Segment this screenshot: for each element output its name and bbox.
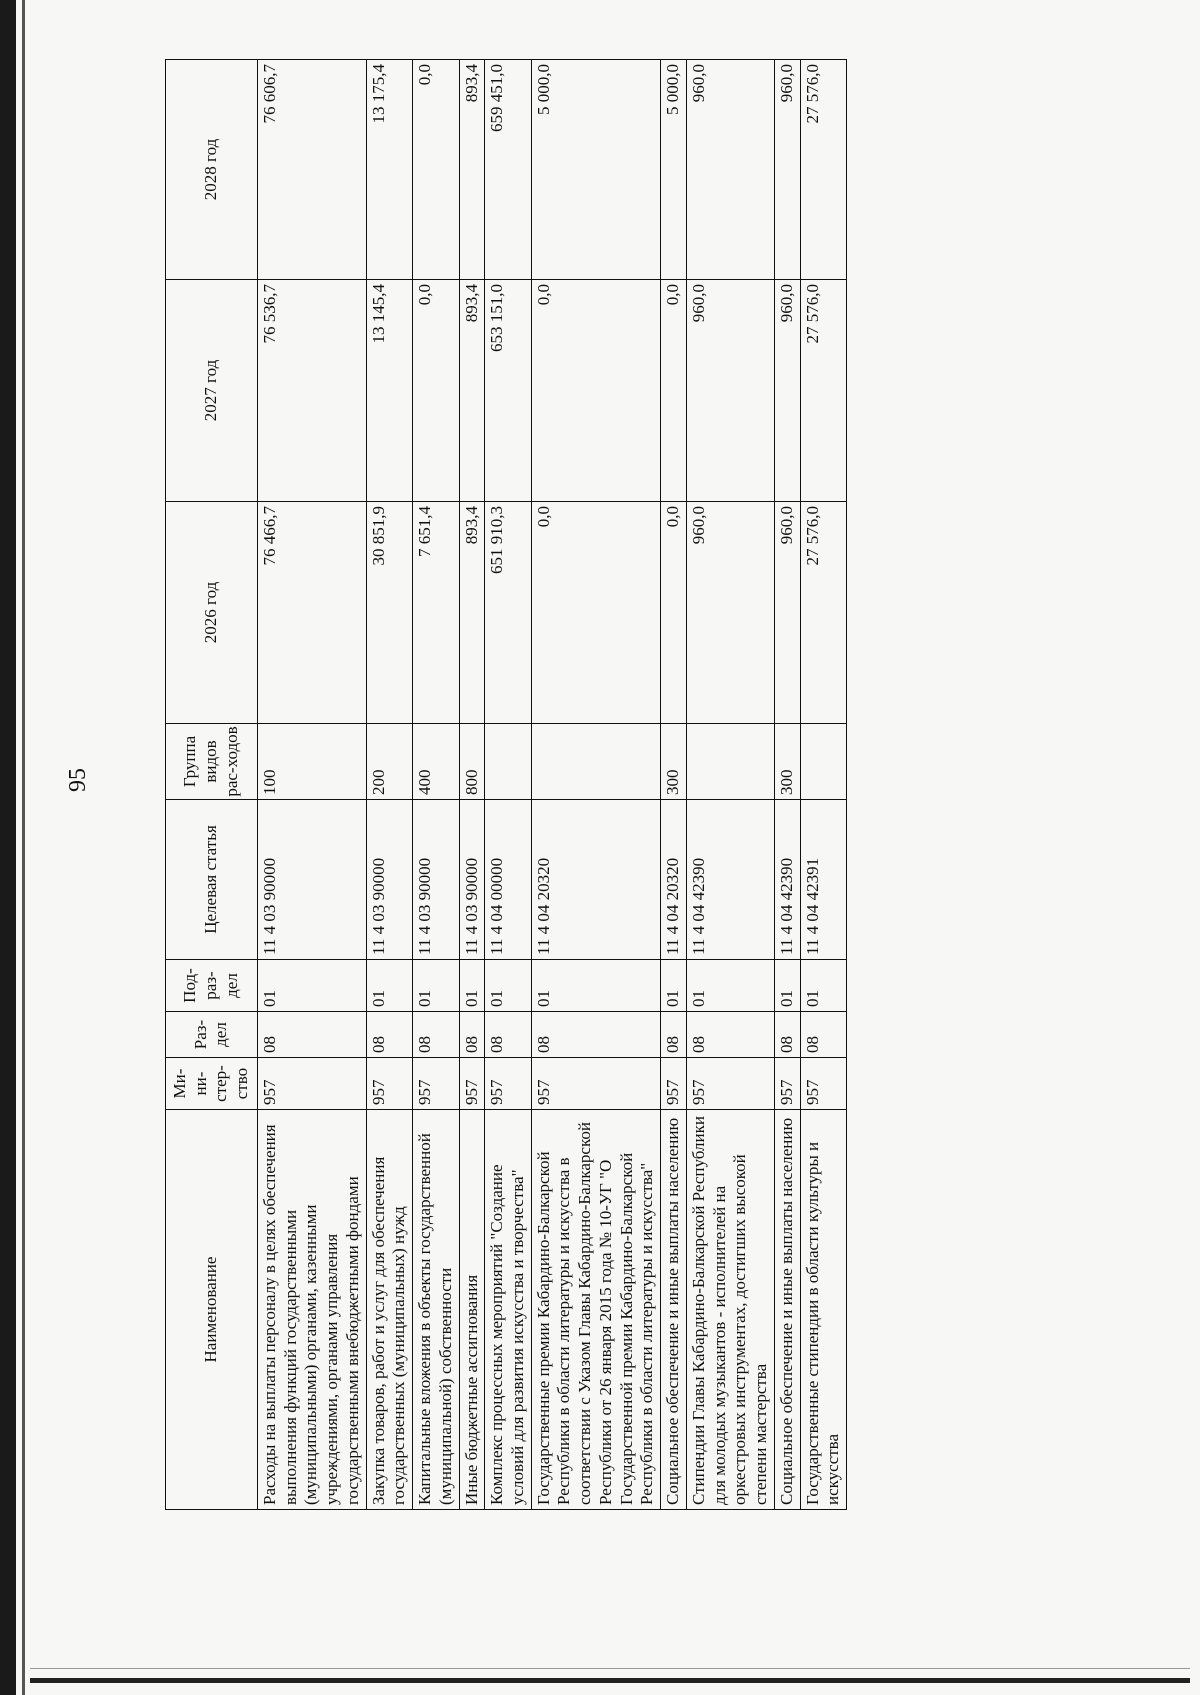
header-2028: 2028 год	[166, 60, 258, 280]
row-section: 08	[774, 1012, 800, 1058]
row-2026: 30 851,9	[366, 502, 412, 724]
row-ministry: 957	[413, 1058, 459, 1110]
row-target: 11 4 04 00000	[485, 800, 531, 960]
row-section: 08	[413, 1012, 459, 1058]
row-name: Стипендии Главы Кабардино-Балкарской Республики для молодых музыкантов - исполнителей на оркестровых инструментах, достигших высокой степени мастерства	[686, 1110, 774, 1510]
row-group	[531, 724, 660, 800]
row-2026: 7 651,4	[413, 502, 459, 724]
row-group	[800, 724, 846, 800]
row-2028: 5 000,0	[661, 60, 687, 280]
row-subsection: 01	[531, 960, 660, 1012]
table-header-row	[166, 60, 258, 1510]
row-2026: 960,0	[686, 502, 774, 724]
row-target: 11 4 04 20320	[531, 800, 660, 960]
row-group: 400	[413, 724, 459, 800]
row-target: 11 4 04 20320	[661, 800, 687, 960]
row-target: 11 4 04 42390	[686, 800, 774, 960]
row-name: Расходы на выплаты персоналу в целях обеспечения выполнения функций государственными (муниципальными) органами, казенными учреждениями, органами управления государственными внебюджетными фондами	[257, 1110, 366, 1510]
row-ministry: 957	[661, 1058, 687, 1110]
row-2027: 76 536,7	[257, 280, 366, 502]
row-subsection: 01	[686, 960, 774, 1012]
row-name: Социальное обеспечение и иные выплаты населению	[661, 1110, 687, 1510]
row-2026: 651 910,3	[485, 502, 531, 724]
row-target: 11 4 03 90000	[366, 800, 412, 960]
row-2027: 0,0	[413, 280, 459, 502]
row-2027: 27 576,0	[800, 280, 846, 502]
row-2027: 960,0	[686, 280, 774, 502]
row-ministry: 957	[257, 1058, 366, 1110]
row-group: 800	[459, 724, 485, 800]
row-2026: 0,0	[531, 502, 660, 724]
row-section: 08	[531, 1012, 660, 1058]
row-2028: 659 451,0	[485, 60, 531, 280]
scan-bottom-edge	[30, 1678, 1190, 1683]
row-name: Капитальные вложения в объекты государственной (муниципальной) собственности	[413, 1110, 459, 1510]
row-target: 11 4 03 90000	[459, 800, 485, 960]
row-name: Государственные стипендии в области культуры и искусства	[800, 1110, 846, 1510]
row-subsection: 01	[413, 960, 459, 1012]
row-2027: 13 145,4	[366, 280, 412, 502]
row-group: 300	[661, 724, 687, 800]
row-2027: 960,0	[774, 280, 800, 502]
row-name: Государственные премии Кабардино-Балкарской Республики в области литературы и искусства в соответствии с Указом Главы Кабардино-Балкарской Республики от 26 января 2015 года № 10-УГ "О Государственной премии Кабардино-Балкарской Республики в области литературы и искусства"	[531, 1110, 660, 1510]
row-ministry: 957	[686, 1058, 774, 1110]
table-row	[686, 60, 774, 1510]
rotated-page	[65, 60, 1065, 1510]
row-2026: 27 576,0	[800, 502, 846, 724]
row-2027: 653 151,0	[485, 280, 531, 502]
row-subsection: 01	[774, 960, 800, 1012]
row-group	[686, 724, 774, 800]
row-name: Закупка товаров, работ и услуг для обеспечения государственных (муниципальных) нужд	[366, 1110, 412, 1510]
row-2028: 960,0	[774, 60, 800, 280]
row-section: 08	[459, 1012, 485, 1058]
table-row	[413, 60, 459, 1510]
row-ministry: 957	[485, 1058, 531, 1110]
header-group: Группа видов рас-ходов	[166, 724, 258, 800]
header-section: Раз-дел	[166, 1012, 258, 1058]
row-ministry: 957	[366, 1058, 412, 1110]
scan-binding-line	[22, 0, 25, 1695]
row-2028: 0,0	[413, 60, 459, 280]
table-row	[774, 60, 800, 1510]
row-name: Социальное обеспечение и иные выплаты населению	[774, 1110, 800, 1510]
header-subsection: Под-раз-дел	[166, 960, 258, 1012]
row-subsection: 01	[257, 960, 366, 1012]
row-2028: 76 606,7	[257, 60, 366, 280]
row-2027: 0,0	[661, 280, 687, 502]
table-row	[366, 60, 412, 1510]
row-2026: 893,4	[459, 502, 485, 724]
row-2026: 0,0	[661, 502, 687, 724]
table-row	[661, 60, 687, 1510]
row-group: 100	[257, 724, 366, 800]
row-subsection: 01	[800, 960, 846, 1012]
row-2027: 0,0	[531, 280, 660, 502]
row-group: 200	[366, 724, 412, 800]
row-target: 11 4 03 90000	[413, 800, 459, 960]
row-2026: 76 466,7	[257, 502, 366, 724]
page-number: 95	[65, 768, 91, 792]
row-2028: 960,0	[686, 60, 774, 280]
row-2027: 893,4	[459, 280, 485, 502]
row-name: Иные бюджетные ассигнования	[459, 1110, 485, 1510]
table-row	[459, 60, 485, 1510]
header-target: Целевая статья	[166, 800, 258, 960]
row-section: 08	[800, 1012, 846, 1058]
row-group	[485, 724, 531, 800]
row-target: 11 4 04 42391	[800, 800, 846, 960]
row-subsection: 01	[485, 960, 531, 1012]
row-subsection: 01	[459, 960, 485, 1012]
table-row	[800, 60, 846, 1510]
row-section: 08	[661, 1012, 687, 1058]
row-2028: 893,4	[459, 60, 485, 280]
header-2027: 2027 год	[166, 280, 258, 502]
table-row	[485, 60, 531, 1510]
row-group: 300	[774, 724, 800, 800]
row-target: 11 4 04 42390	[774, 800, 800, 960]
row-subsection: 01	[661, 960, 687, 1012]
table-row	[531, 60, 660, 1510]
scan-bottom-line	[30, 1668, 1190, 1669]
row-ministry: 957	[800, 1058, 846, 1110]
scan-binding-edge	[0, 0, 16, 1695]
row-2028: 27 576,0	[800, 60, 846, 280]
row-name: Комплекс процессных мероприятий "Создание условий для развития искусства и творчества"	[485, 1110, 531, 1510]
row-ministry: 957	[774, 1058, 800, 1110]
row-section: 08	[686, 1012, 774, 1058]
row-section: 08	[257, 1012, 366, 1058]
row-section: 08	[366, 1012, 412, 1058]
header-2026: 2026 год	[166, 502, 258, 724]
row-2028: 13 175,4	[366, 60, 412, 280]
row-target: 11 4 03 90000	[257, 800, 366, 960]
row-ministry: 957	[459, 1058, 485, 1110]
row-2028: 5 000,0	[531, 60, 660, 280]
budget-table	[165, 59, 847, 1510]
row-subsection: 01	[366, 960, 412, 1012]
row-2026: 960,0	[774, 502, 800, 724]
row-section: 08	[485, 1012, 531, 1058]
header-ministry: Ми-ни-стер-ство	[166, 1058, 258, 1110]
table-row	[257, 60, 366, 1510]
row-ministry: 957	[531, 1058, 660, 1110]
header-name: Наименование	[166, 1110, 258, 1510]
